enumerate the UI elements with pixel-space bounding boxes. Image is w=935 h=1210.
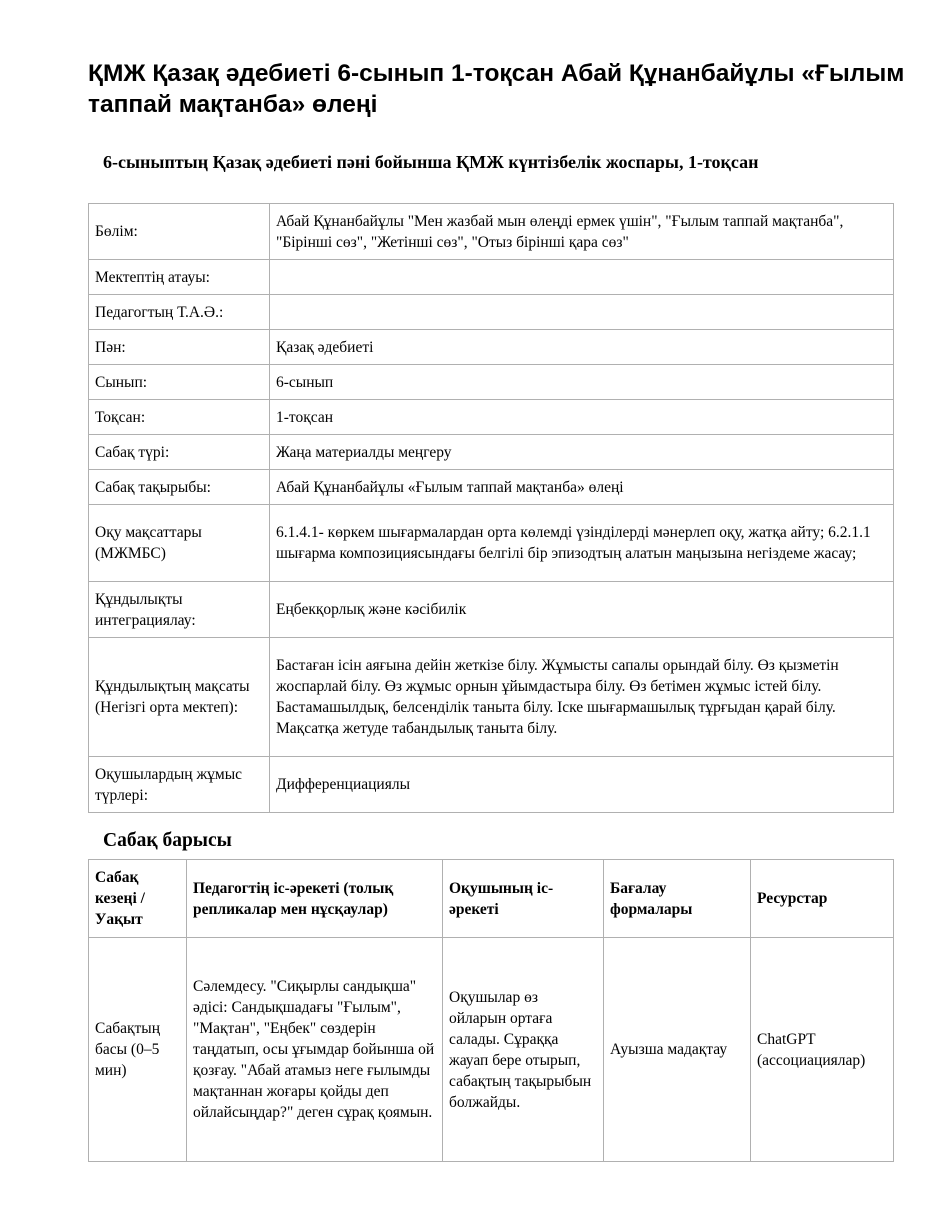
table-row — [89, 365, 894, 400]
row-label: Мектептің атауы: — [89, 260, 270, 295]
table-header-row — [89, 860, 894, 938]
column-header-stage: Сабақ кезеңі / Уақыт — [89, 860, 187, 938]
table-row — [89, 260, 894, 295]
row-value: Бастаған ісін аяғына дейін жеткізе білу. Жұмысты сапалы орындай білу. Өз қызметін жоспарлай білу. Өз жұмыс орнын ұйымдастыра білу. Өз бетімен жұмыс істей білу. Бастамашылдық, белсенділік таныта білу. Іске шығармашылық тұрғыдан қарай білу. Мақсатқа жетуде табандылық таныта білу. — [270, 638, 894, 757]
table-row — [89, 938, 894, 1162]
row-value: Қазақ әдебиеті — [270, 330, 894, 365]
cell-student-activity: Оқушылар өз ойларын ортаға салады. Сұраққа жауап бере отырып, сабақтың тақырыбын болжайды. — [443, 938, 604, 1162]
row-value: Жаңа материалды меңгеру — [270, 435, 894, 470]
row-value: Абай Құнанбайұлы «Ғылым таппай мақтанба» өлеңі — [270, 470, 894, 505]
table-row — [89, 295, 894, 330]
cell-assessment: Ауызша мадақтау — [604, 938, 751, 1162]
cell-stage: Сабақтың басы (0–5 мин) — [89, 938, 187, 1162]
row-label: Сынып: — [89, 365, 270, 400]
row-label: Оқу мақсаттары (МЖМБС) — [89, 505, 270, 582]
row-label: Сабақ түрі: — [89, 435, 270, 470]
row-label: Құндылықтың мақсаты (Негізгі орта мектеп): — [89, 638, 270, 757]
cell-teacher-activity: Сәлемдесу. "Сиқырлы сандықша" әдісі: Сандықшадағы "Ғылым", "Мақтан", "Еңбек" сөздерін таңдатып, осы ұғымдар бойынша ой қозғау. "Абай атамыз неге ғылымды мақтаннан жоғары қойды деп ойлайсыңдар?" деген сұрақ қоямын. — [187, 938, 443, 1162]
table-row — [89, 582, 894, 638]
row-value: Еңбекқорлық және кәсібилік — [270, 582, 894, 638]
row-value — [270, 260, 894, 295]
row-label: Оқушылардың жұмыс түрлері: — [89, 757, 270, 813]
column-header-resources: Ресурстар — [751, 860, 894, 938]
row-label: Тоқсан: — [89, 400, 270, 435]
page-title: ҚМЖ Қазақ әдебиеті 6-сынып 1-тоқсан Абай Құнанбайұлы «Ғылым таппай мақтанба» өлеңі — [88, 60, 905, 118]
row-label: Сабақ тақырыбы: — [89, 470, 270, 505]
lesson-progress-table — [88, 859, 894, 1162]
row-value: Дифференциациялы — [270, 757, 894, 813]
table-row — [89, 470, 894, 505]
row-label: Бөлім: — [89, 204, 270, 260]
table-row — [89, 204, 894, 260]
row-value — [270, 295, 894, 330]
table-row — [89, 638, 894, 757]
cell-resources: ChatGPT (ассоциациялар) — [751, 938, 894, 1162]
column-header-assessment: Бағалау формалары — [604, 860, 751, 938]
column-header-student-activity: Оқушының іс-әрекеті — [443, 860, 604, 938]
table-row — [89, 505, 894, 582]
row-value: 6-сынып — [270, 365, 894, 400]
row-label: Құндылықты интеграциялау: — [89, 582, 270, 638]
row-label: Педагогтың Т.А.Ә.: — [89, 295, 270, 330]
row-value: 1-тоқсан — [270, 400, 894, 435]
column-header-teacher-activity: Педагогтің іс-әрекеті (толық репликалар мен нұсқаулар) — [187, 860, 443, 938]
table-row — [89, 330, 894, 365]
row-value: Абай Құнанбайұлы "Мен жазбай мын өлеңді ермек үшін", "Ғылым таппай мақтанба", "Бірінші сөз", "Жетінші сөз", "Отыз бірінші қара сөз" — [270, 204, 894, 260]
lesson-progress-heading: Сабақ барысы — [103, 830, 232, 851]
plan-heading: 6-сыныптың Қазақ әдебиеті пәні бойынша ҚМЖ күнтізбелік жоспары, 1-тоқсан — [103, 152, 759, 172]
lesson-info-table — [88, 203, 894, 813]
table-row — [89, 757, 894, 813]
row-label: Пән: — [89, 330, 270, 365]
table-row — [89, 400, 894, 435]
table-row — [89, 435, 894, 470]
row-value: 6.1.4.1- көркем шығармалардан орта көлемді үзінділерді мәнерлеп оқу, жатқа айту; 6.2.1.1 шығарма композициясындағы белгілі бір эпизодтың алатын маңызына негіздеме жасау; — [270, 505, 894, 582]
